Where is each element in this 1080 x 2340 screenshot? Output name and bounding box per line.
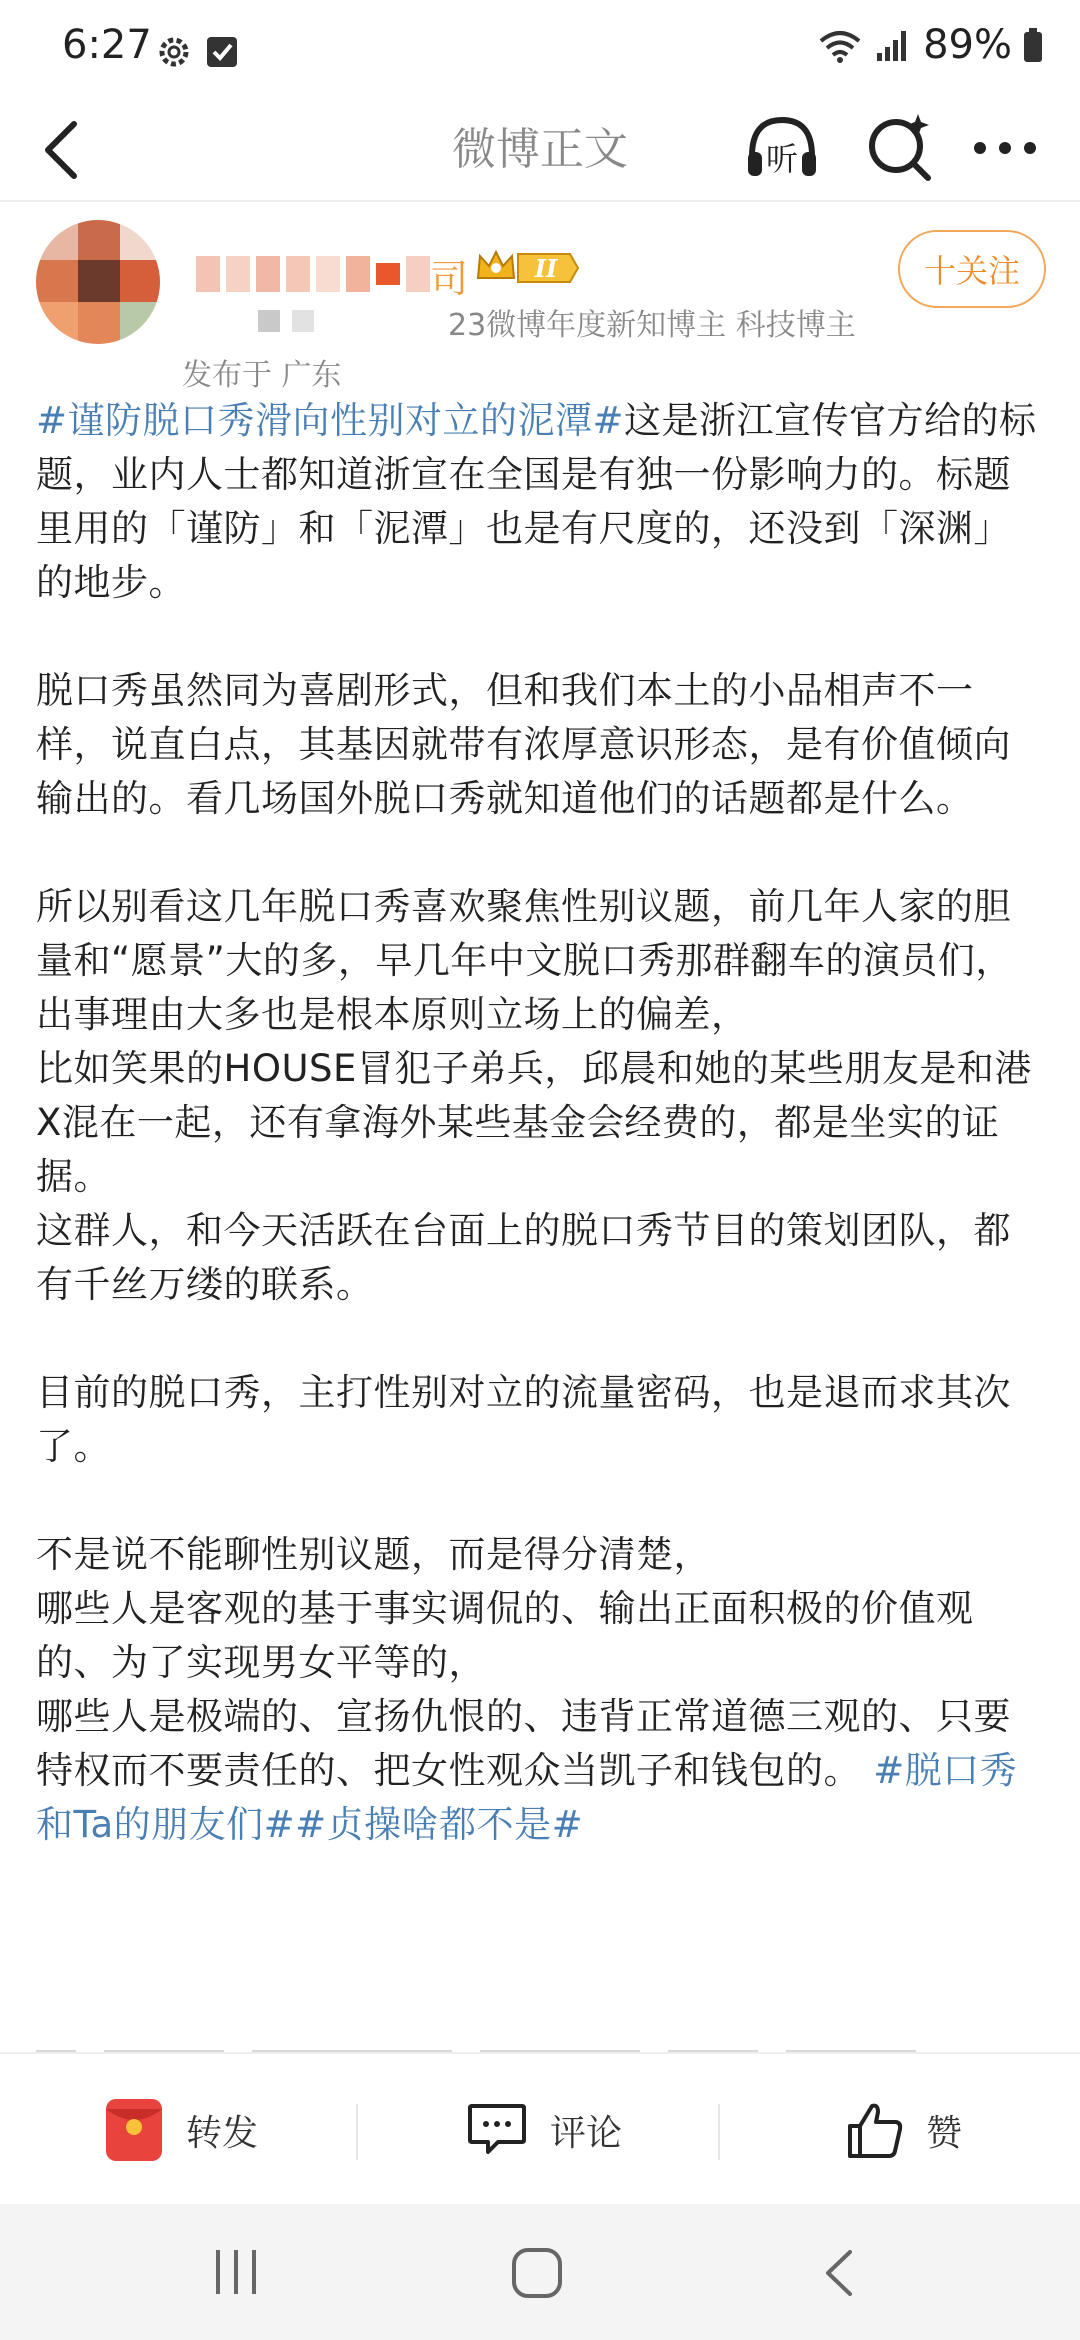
post-paragraph-1: #谨防脱口秀滑向性别对立的泥潭#这是浙江宣传官方给的标题，业内人士都知道浙宣在全国是有独一份影响力的。标题里用的「谨防」和「泥潭」也是有尺度的，还没到「深渊」的地步。 <box>36 399 1037 604</box>
repost-red-envelope-icon <box>104 2097 164 2163</box>
nav-divider <box>0 200 1080 202</box>
post-paragraph-3b: 比如笑果的HOUSE冒犯子弟兵，邱晨和她的某些朋友是和港X混在一起，还有拿海外某些基金会经费的，都是坐实的证据。 <box>36 1047 1032 1198</box>
repost-label: 转发 <box>186 2112 259 2154</box>
svg-text:听: 听 <box>765 140 799 178</box>
home-icon[interactable] <box>508 2244 566 2302</box>
settings-gear-icon <box>154 32 194 72</box>
like-label: 赞 <box>926 2112 963 2154</box>
author-subtitle-redacted <box>258 310 314 332</box>
vip-crown-badge-icon[interactable] <box>474 244 580 292</box>
repost-button[interactable] <box>104 2054 258 2206</box>
svg-text:II: II <box>534 254 558 283</box>
post-paragraph-5b: 哪些人是客观的基于事实调侃的、输出正面积极的价值观的、为了实现男女平等的， <box>36 1587 974 1684</box>
post-paragraph-3a: 所以别看这几年脱口秀喜欢聚焦性别议题，前几年人家的胆量和“愿景”大的多，早几年中文脱口秀那群翻车的演员们，出事理由大多也是根本原则立场上的偏差， <box>36 885 1013 1036</box>
action-separator <box>718 2104 720 2160</box>
comment-label: 评论 <box>550 2112 623 2154</box>
post-paragraph-5c: 哪些人是极端的、宣扬仇恨的、违背正常道德三观的、只要特权而不要责任的、把女性观众当凯子和钱包的。 #脱口秀和Ta的朋友们##贞操啥都不是# <box>36 1695 1018 1846</box>
status-time: 6:27 <box>62 22 152 68</box>
comment-bubble-icon <box>466 2102 528 2158</box>
author-name-suffix[interactable]: 司 <box>430 257 469 301</box>
system-navigation-bar <box>0 2204 1080 2340</box>
post-location: 发布于 广东 <box>182 358 342 393</box>
topic-link[interactable]: #脱口秀和Ta的朋友们# <box>36 1749 1018 1846</box>
comment-button[interactable] <box>466 2054 622 2206</box>
post-action-bar <box>0 2052 1080 2204</box>
thumbs-up-icon <box>844 2100 904 2160</box>
more-options-icon[interactable] <box>970 110 1040 186</box>
battery-percent: 89% <box>923 22 1012 68</box>
post-paragraph-5a: 不是说不能聊性别议题，而是得分清楚， <box>36 1533 711 1576</box>
system-back-icon[interactable] <box>818 2244 858 2302</box>
post-paragraph-4: 目前的脱口秀，主打性别对立的流量密码，也是退而求其次了。 <box>36 1371 1011 1468</box>
signal-icon <box>873 25 913 65</box>
post-paragraph-2: 脱口秀虽然同为喜剧形式，但和我们本土的小品相声不一样，说直白点，其基因就带有浓厚意识形态，是有价值倾向输出的。看几场国外脱口秀就知道他们的话题都是什么。 <box>36 669 1011 820</box>
search-icon[interactable] <box>860 108 940 188</box>
status-bar <box>0 0 1080 100</box>
author-description: 23微博年度新知博主 科技博主 <box>448 308 856 343</box>
topic-link[interactable]: #谨防脱口秀滑向性别对立的泥潭# <box>36 399 625 442</box>
post-content <box>36 394 1046 1852</box>
page-title: 微博正文 <box>452 124 628 175</box>
author-avatar[interactable] <box>36 220 160 344</box>
action-separator <box>356 2104 358 2160</box>
topic-link[interactable]: #贞操啥都不是# <box>295 1803 584 1846</box>
wifi-icon <box>817 25 863 65</box>
recent-apps-icon[interactable] <box>212 2244 260 2300</box>
status-right-group <box>817 22 1044 68</box>
follow-button[interactable]: 十关注 <box>898 230 1046 308</box>
listen-headphone-icon[interactable] <box>742 108 822 188</box>
checkbox-notification-icon <box>202 32 242 72</box>
post-paragraph-3c: 这群人，和今天活跃在台面上的脱口秀节目的策划团队，都有千丝万缕的联系。 <box>36 1209 1011 1306</box>
author-header <box>0 204 1080 394</box>
author-name-redacted[interactable] <box>196 256 430 292</box>
top-nav-bar <box>0 100 1080 200</box>
like-button[interactable] <box>844 2054 962 2206</box>
battery-icon <box>1022 25 1044 65</box>
